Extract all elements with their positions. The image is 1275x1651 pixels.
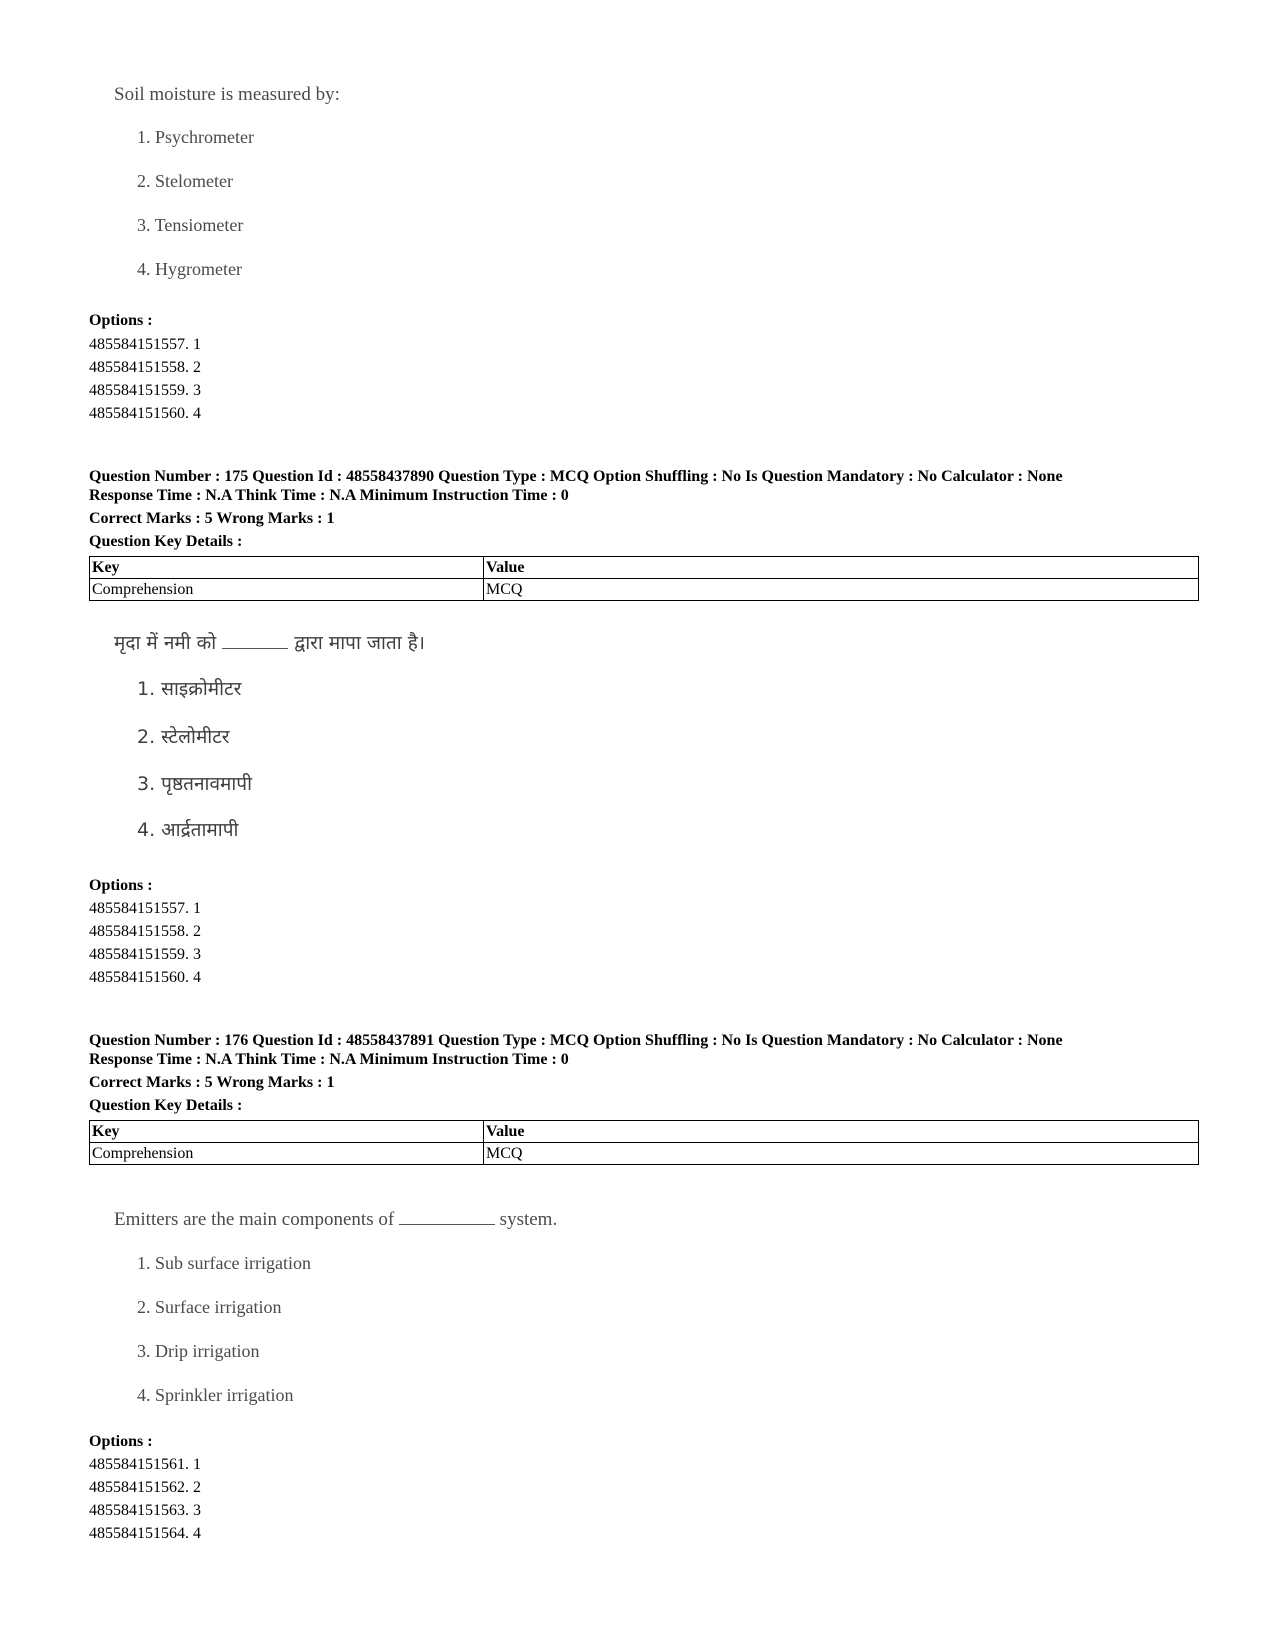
question-175-option-3: 485584151559. 3 [89, 946, 201, 963]
question-175-stem-before: मृदा में नमी को [114, 632, 217, 654]
question-174-option-4: 485584151560. 4 [89, 405, 201, 422]
question-174-choice-2: 2. Stelometer [137, 171, 233, 191]
question-175-key-details-label: Question Key Details : [89, 533, 243, 550]
question-176-choice-2: 2. Surface irrigation [137, 1297, 282, 1317]
table-cell-key: Comprehension [90, 579, 484, 601]
question-175-choice-4: 4. आर्द्रतामापी [137, 819, 239, 841]
question-174-choice-4: 4. Hygrometer [137, 259, 242, 279]
question-176-options-label: Options : [89, 1433, 153, 1450]
question-174-option-2: 485584151558. 2 [89, 359, 201, 376]
table-row [90, 579, 1199, 601]
table-cell-value: MCQ [484, 579, 1199, 601]
question-176-stem [114, 1209, 594, 1231]
question-175-stem [114, 632, 474, 654]
question-175-stem-after: द्वारा मापा जाता है। [294, 632, 426, 654]
question-175-meta-line-1: Question Number : 175 Question Id : 48558437890 Question Type : MCQ Option Shuffling : No Is Question Mandatory : No Calculator : None [89, 468, 1063, 485]
question-174-image [114, 84, 374, 284]
question-175-meta-line-2: Response Time : N.A Think Time : N.A Minimum Instruction Time : 0 [89, 487, 569, 504]
answer-blank [222, 648, 288, 649]
question-175-choice-3: 3. पृष्ठतनावमापी [137, 773, 253, 795]
question-176-meta-line-2: Response Time : N.A Think Time : N.A Minimum Instruction Time : 0 [89, 1051, 569, 1068]
question-176-meta-line-1: Question Number : 176 Question Id : 48558437891 Question Type : MCQ Option Shuffling : No Is Question Mandatory : No Calculator : None [89, 1032, 1063, 1049]
table-header-row [90, 1121, 1199, 1143]
question-174-choice-1: 1. Psychrometer [137, 127, 254, 147]
question-175-choice-2: 2. स्टेलोमीटर [137, 726, 230, 748]
question-175-choice-1: 1. साइक्रोमीटर [137, 678, 242, 700]
question-175-option-4: 485584151560. 4 [89, 969, 201, 986]
question-175-key-table [89, 556, 1199, 601]
question-175-option-1: 485584151557. 1 [89, 900, 201, 917]
question-176-marks: Correct Marks : 5 Wrong Marks : 1 [89, 1074, 335, 1091]
table-header-value: Value [484, 1121, 1199, 1143]
table-cell-key: Comprehension [90, 1143, 484, 1165]
question-174-option-1: 485584151557. 1 [89, 336, 201, 353]
question-175-image [114, 632, 474, 862]
table-header-value: Value [484, 557, 1199, 579]
question-176-stem-before: Emitters are the main components of [114, 1209, 395, 1230]
table-cell-value: MCQ [484, 1143, 1199, 1165]
table-header-row [90, 557, 1199, 579]
question-176-option-3: 485584151563. 3 [89, 1502, 201, 1519]
answer-blank [399, 1224, 495, 1225]
question-174-options-label: Options : [89, 312, 153, 329]
question-174-stem: Soil moisture is measured by: [114, 84, 340, 105]
question-176-option-2: 485584151562. 2 [89, 1479, 201, 1496]
question-176-choice-4: 4. Sprinkler irrigation [137, 1385, 294, 1405]
question-176-option-1: 485584151561. 1 [89, 1456, 201, 1473]
question-176-choice-3: 3. Drip irrigation [137, 1341, 260, 1361]
question-174-choice-3: 3. Tensiometer [137, 215, 244, 235]
question-175-marks: Correct Marks : 5 Wrong Marks : 1 [89, 510, 335, 527]
table-row [90, 1143, 1199, 1165]
question-176-image [114, 1209, 594, 1409]
question-176-key-table [89, 1120, 1199, 1165]
question-176-stem-after: system. [499, 1209, 558, 1230]
question-174-option-3: 485584151559. 3 [89, 382, 201, 399]
question-175-option-2: 485584151558. 2 [89, 923, 201, 940]
question-176-choice-1: 1. Sub surface irrigation [137, 1253, 311, 1273]
question-176-option-4: 485584151564. 4 [89, 1525, 201, 1542]
question-175-options-label: Options : [89, 877, 153, 894]
question-176-key-details-label: Question Key Details : [89, 1097, 243, 1114]
table-header-key: Key [90, 1121, 484, 1143]
table-header-key: Key [90, 557, 484, 579]
